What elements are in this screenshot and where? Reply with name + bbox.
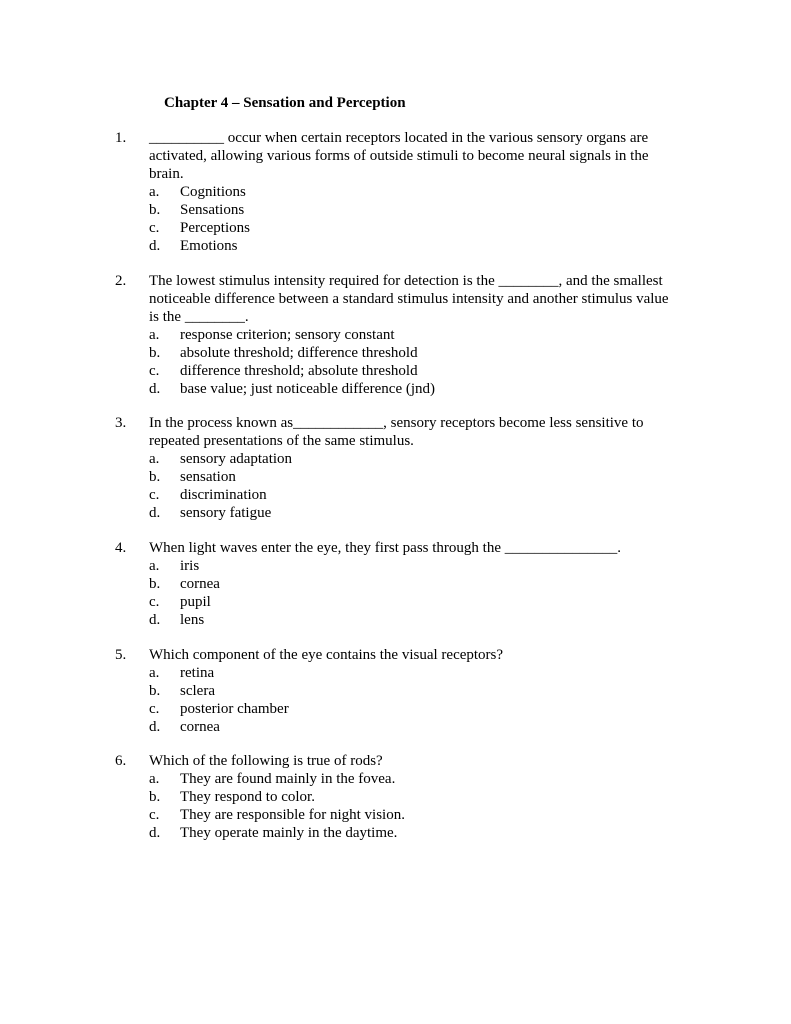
- option-letter: c.: [149, 487, 160, 503]
- option-a: [149, 326, 675, 344]
- options-list: [115, 770, 675, 842]
- option-text: They respond to color.: [180, 789, 315, 805]
- option-text: They are found mainly in the fovea.: [180, 771, 396, 787]
- option-letter: b.: [149, 345, 161, 361]
- option-letter: d.: [149, 381, 161, 397]
- option-letter: b.: [149, 202, 161, 218]
- option-letter: a.: [149, 665, 160, 681]
- options-list: [115, 557, 675, 629]
- option-text: absolute threshold; difference threshold: [180, 345, 418, 361]
- option-d: [149, 380, 675, 398]
- option-text: base value; just noticeable difference (jnd): [180, 381, 436, 397]
- option-text: posterior chamber: [180, 701, 289, 717]
- question-number: 2.: [115, 273, 127, 289]
- option-d: [149, 237, 675, 255]
- option-text: cornea: [180, 719, 220, 735]
- option-c: [149, 593, 675, 611]
- option-letter: b.: [149, 683, 161, 699]
- question-text: __________ occur when certain receptors located in the various sensory organs are activated, allowing various forms of outside stimuli to become neural signals in the brain.: [149, 130, 649, 182]
- option-letter: a.: [149, 451, 160, 467]
- question-3: [115, 414, 675, 522]
- option-d: [149, 824, 675, 842]
- option-letter: a.: [149, 558, 160, 574]
- option-text: discrimination: [180, 487, 267, 503]
- option-text: cornea: [180, 576, 220, 592]
- option-a: [149, 664, 675, 682]
- option-letter: b.: [149, 789, 161, 805]
- option-text: Cognitions: [180, 184, 246, 200]
- option-d: [149, 504, 675, 522]
- question-text: Which of the following is true of rods?: [149, 753, 383, 769]
- option-text: sclera: [180, 683, 215, 699]
- option-text: retina: [180, 665, 215, 681]
- option-letter: d.: [149, 719, 161, 735]
- option-b: [149, 682, 675, 700]
- question-number: 5.: [115, 647, 127, 663]
- question-text: Which component of the eye contains the visual receptors?: [149, 647, 504, 663]
- page-title: Chapter 4 – Sensation and Perception: [164, 95, 406, 111]
- question-5: [115, 646, 675, 736]
- option-text: pupil: [180, 594, 211, 610]
- option-letter: a.: [149, 327, 160, 343]
- question-text: When light waves enter the eye, they first pass through the _______________.: [149, 540, 621, 556]
- option-letter: c.: [149, 363, 160, 379]
- question-number: 3.: [115, 415, 127, 431]
- question-number: 6.: [115, 753, 127, 769]
- option-text: sensation: [180, 469, 236, 485]
- option-letter: a.: [149, 184, 160, 200]
- option-c: [149, 486, 675, 504]
- option-c: [149, 362, 675, 380]
- question-number: 4.: [115, 540, 127, 556]
- option-text: iris: [180, 558, 200, 574]
- option-b: [149, 201, 675, 219]
- question-4: [115, 539, 675, 629]
- option-letter: d.: [149, 825, 161, 841]
- option-a: [149, 450, 675, 468]
- option-d: [149, 718, 675, 736]
- option-letter: d.: [149, 505, 161, 521]
- option-a: [149, 557, 675, 575]
- option-text: Perceptions: [180, 220, 250, 236]
- option-a: [149, 183, 675, 201]
- option-letter: c.: [149, 701, 160, 717]
- option-text: They operate mainly in the daytime.: [180, 825, 398, 841]
- option-b: [149, 575, 675, 593]
- question-1: [115, 129, 675, 255]
- option-b: [149, 344, 675, 362]
- option-b: [149, 468, 675, 486]
- option-b: [149, 788, 675, 806]
- option-text: difference threshold; absolute threshold: [180, 363, 418, 379]
- option-letter: c.: [149, 220, 160, 236]
- question-text: In the process known as____________, sensory receptors become less sensitive to repeated presentations of the same stimulus.: [149, 415, 644, 449]
- option-text: lens: [180, 612, 205, 628]
- option-letter: d.: [149, 612, 161, 628]
- option-letter: b.: [149, 469, 161, 485]
- option-text: They are responsible for night vision.: [180, 807, 405, 823]
- question-text: The lowest stimulus intensity required for detection is the ________, and the smallest noticeable difference between a standard stimulus intensity and another stimulus value is the ________.: [149, 273, 669, 325]
- option-c: [149, 219, 675, 237]
- option-text: sensory adaptation: [180, 451, 293, 467]
- option-c: [149, 806, 675, 824]
- options-list: [115, 664, 675, 736]
- question-6: [115, 752, 675, 842]
- options-list: [115, 450, 675, 522]
- option-text: response criterion; sensory constant: [180, 327, 395, 343]
- option-text: Sensations: [180, 202, 245, 218]
- option-c: [149, 700, 675, 718]
- option-text: Emotions: [180, 238, 238, 254]
- option-d: [149, 611, 675, 629]
- question-number: 1.: [115, 130, 127, 146]
- option-letter: c.: [149, 594, 160, 610]
- option-letter: b.: [149, 576, 161, 592]
- question-2: [115, 272, 675, 398]
- options-list: [115, 183, 675, 255]
- option-text: sensory fatigue: [180, 505, 272, 521]
- options-list: [115, 326, 675, 398]
- option-letter: c.: [149, 807, 160, 823]
- option-letter: d.: [149, 238, 161, 254]
- option-letter: a.: [149, 771, 160, 787]
- option-a: [149, 770, 675, 788]
